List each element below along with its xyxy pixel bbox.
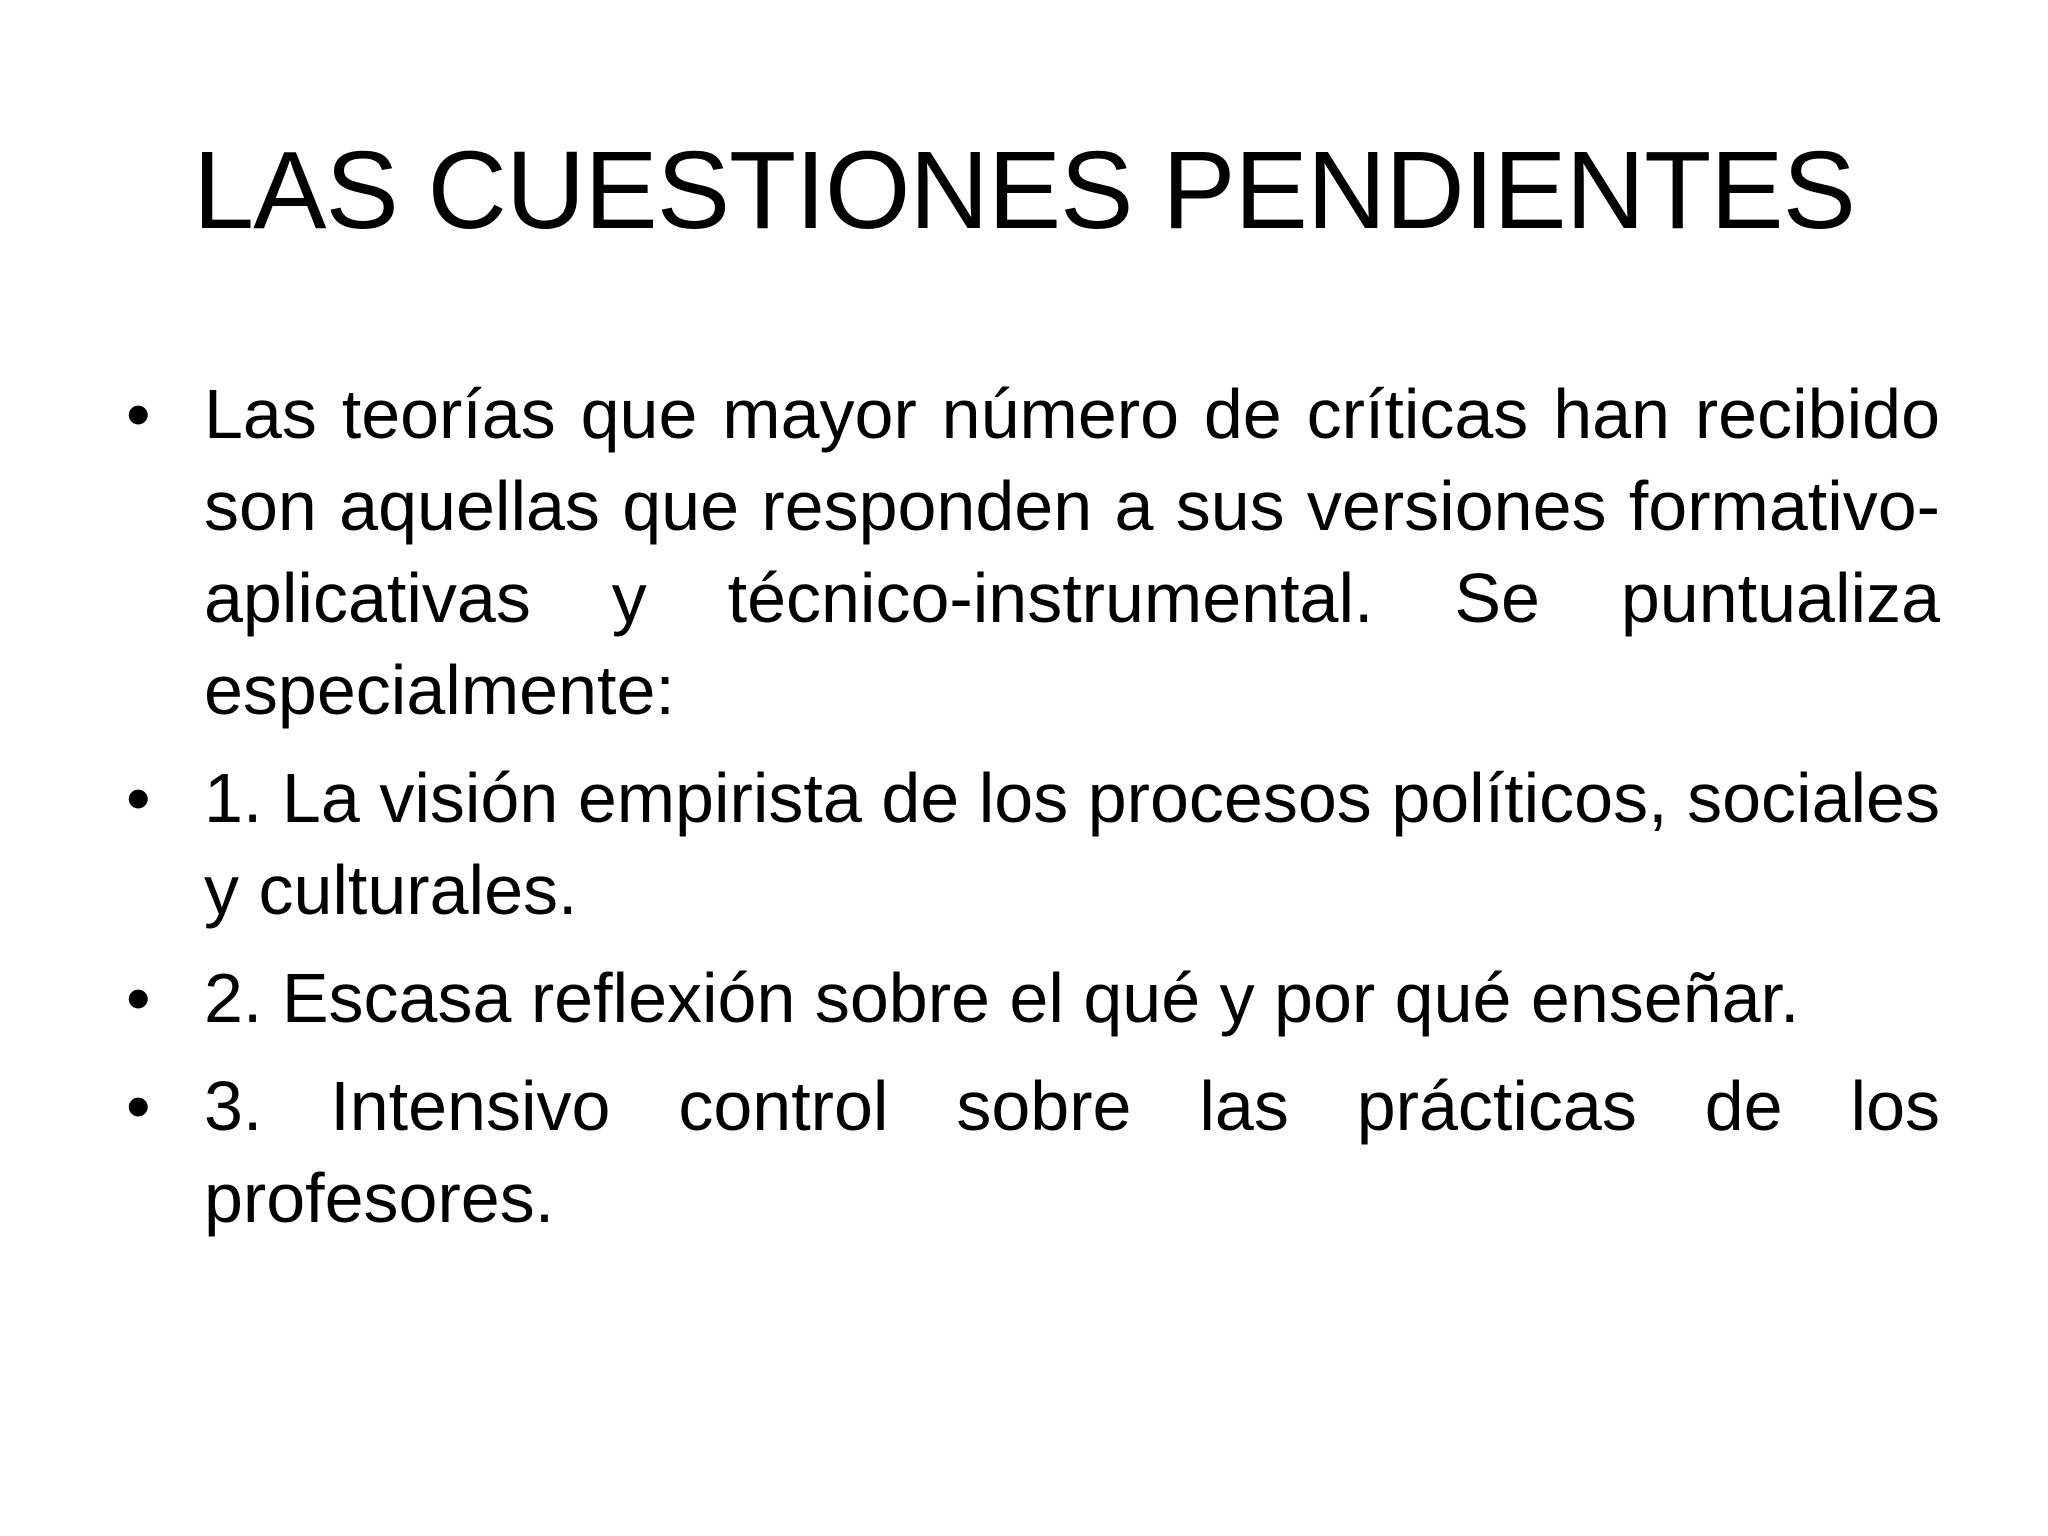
bullet-icon: • [126,759,151,837]
bullet-icon: • [126,959,151,1037]
bullet-text: 1. La visión empirista de los procesos políticos, sociales y culturales. [204,759,1940,929]
slide-title: LAS CUESTIONES PENDIENTES [192,129,1856,252]
bullet-list [118,368,1940,1260]
bullet-icon: • [126,1067,151,1145]
bullet-text: 3. Intensivo control sobre las prácticas de los profesores. [204,1067,1940,1237]
bullet-item-2 [118,952,1940,1044]
bullet-text: 2. Escasa reflexión sobre el qué y por qué enseñar. [204,959,1800,1037]
bullet-item-1 [118,752,1940,936]
bullet-item-3 [118,1060,1940,1244]
bullet-icon: • [126,375,151,453]
bullet-text: Las teorías que mayor número de críticas han recibido son aquellas que responden a sus versiones formativo-aplicativas y técnico-instrumental. Se puntualiza especialmente: [204,375,1940,729]
bullet-item-intro [118,368,1940,736]
